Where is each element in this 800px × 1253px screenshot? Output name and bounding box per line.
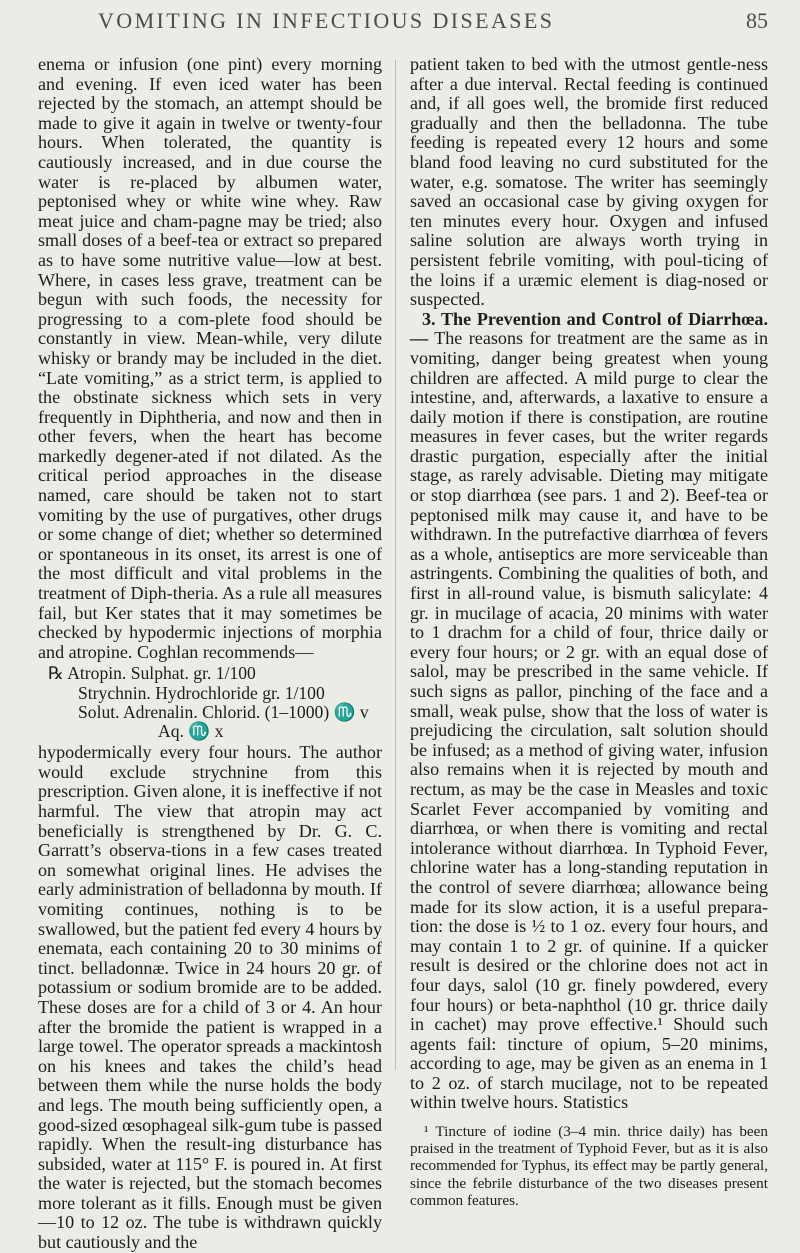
page-header bbox=[0, 4, 800, 44]
right-column bbox=[410, 55, 768, 1209]
paragraph-text: The reasons for treatment are the same as in vomiting, danger being greatest when young children are affected. A mild purge to clear the intestine, and, afterwards, a laxative to ensure a daily motion if there is constipation, are routine measures in fever cases, but the writer regards drastic purgation, especially after the initial stage, as rarely advisable. Dieting may mitigate or stop diarrhœa (see pars. 1 and 2). Beef-tea or peptonised milk may cause it, and have to be withdrawn. In the putrefactive diarrhœa of fevers as a whole, antiseptics are more serviceable than astringents. Combining the qualities of both, and first in all-round value, is bismuth salicylate: 4 gr. in mucilage of acacia, 20 minims with water to 1 drachm for a child of four, thrice daily or every four hours; or 2 gr. with an equal dose of salol, may be prescribed in the same vehicle. If such signs as pallor, pinching of the face and a small, weak pulse, show that the loss of water is prejudicing the circulation, salt solution should be infused; as a method of giving water, infusion also remains when it is rejected by mouth and rectum, as may be the case in Measles and toxic Scarlet Fever accompanied by vomiting and diarrhœa, or when there is vomiting and rectal intolerance without diarrhœa. In Typhoid Fever, chlorine water has a long-standing reputation in the control of severe diarrhœa; allowance being made for its slow action, it is a useful prepara-tion: the dose is ½ to 1 oz. every four hours, and may contain 1 to 2 gr. of quinine. If a quicker result is desired or the chlorine does not act in four days, salol (10 gr. finely powdered, every four hours) or beta-naphthol (10 gr. thrice daily in cachet) may prove effective.¹ Should such agents fail: tincture of opium, 5–20 minims, according to age, may be given as an enema in 1 to 2 oz. of starch mucilage, not to be repeated within twelve hours. Statistics bbox=[410, 328, 768, 1113]
column-divider bbox=[395, 60, 396, 1070]
left-column bbox=[38, 55, 382, 1253]
running-title: VOMITING IN INFECTIOUS DISEASES bbox=[98, 8, 555, 33]
section-paragraph bbox=[410, 310, 768, 1113]
prescription-line: Aq. ♏ x bbox=[158, 721, 224, 742]
paragraph: patient taken to bed with the utmost gentle-ness after a due interval. Rectal feeding is continued and, if all goes well, the bromide first reduced gradually and then the belladonna. The tube feeding is repeated every 12 hours and some bland food leaving no curd substituted for the water, e.g. somatose. The writer has seemingly saved an occasional case by giving oxygen for ten minutes every hour. Oxygen and infused saline solution are always worth trying in persistent febrile vomiting, with poul-ticing of the loins if a uræmic element is diag-nosed or suspected. bbox=[410, 54, 768, 310]
page-number: 85 bbox=[746, 8, 768, 33]
prescription-line: Solut. Adrenalin. Chlorid. (1–1000) ♏ v bbox=[78, 701, 369, 722]
paragraph: enema or infusion (one pint) every morning and evening. If even iced water has been rejected by the stomach, an attempt should be made to give it again in twelve or twenty-four hours. When tolerated, the quantity is cautiously increased, and in due course the water is re-placed by albumen water, peptonised whey or white wine whey. Raw meat juice and cham-pagne may be tried; also small doses of a beef-tea or extract so prepared as to have some nutritive value—low at best. Where, in cases less grave, treatment can be begun with such foods, the necessity for progressing to a com-plete food should be constantly in view. Mean-while, very dilute whisky or brandy may be included in the diet. “Late vomiting,” as a strict term, is applied to the obstinate sickness which sets in very frequently in Diphtheria, and now and then in other fevers, when the heart has become markedly degener-ated if not dilated. As the critical period approaches in the disease named, care should be taken not to start vomiting by the use of purgatives, other drugs or some change of diet; whether so determined or spontaneous in its onset, its arrest is one of the most difficult and vital problems in the treatment of Diph-theria. As a rule all measures fail, but Ker states that it may sometimes be checked by hypodermic injections of morphia and atropine. Coghlan recommends— bbox=[38, 54, 382, 662]
footnote: ¹ Tincture of iodine (3–4 min. thrice daily) has been praised in the treatment of Typhoid Fever, but as it is also recommended for Typhus, its effect may be partly general, since the febrile disturbance of the two diseases present common features. bbox=[410, 1123, 768, 1209]
prescription-line: ℞ Atropin. Sulphat. gr. 1/100 bbox=[48, 663, 256, 684]
prescription-line: Strychnin. Hydrochloride gr. 1/100 bbox=[78, 682, 325, 703]
prescription bbox=[38, 664, 382, 741]
paragraph: hypodermically every four hours. The author would exclude strychnine from this prescription. Given alone, it is ineffective if not harmful. The view that atropin may act beneficially is strengthened by Dr. G. C. Garratt’s observa-tions in a few cases treated on somewhat original lines. He advises the early administration of belladonna by mouth. If vomiting continues, nothing is to be swallowed, but the patient fed every 4 hours by enemata, each containing 20 to 30 minims of tinct. belladonnæ. Twice in 24 hours 20 gr. of potassium or sodium bromide are to be added. These doses are for a child of 3 or 4. An hour after the bromide the patient is wrapped in a large towel. The operator spreads a mackintosh on his knees and takes the child’s head between them while the nurse holds the body and legs. The mouth being sufficiently open, a good-sized œsophageal silk-gum tube is passed rapidly. When the result-ing disturbance has subsided, water at 115° F. is poured in. At first the water is rejected, but the stomach becomes more tolerant as it fills. Enough must be given—10 to 12 oz. The tube is withdrawn quickly but cautiously and the bbox=[38, 742, 382, 1253]
section-heading: 3. The Prevention and Control of Diarrhœa.— bbox=[410, 308, 768, 349]
